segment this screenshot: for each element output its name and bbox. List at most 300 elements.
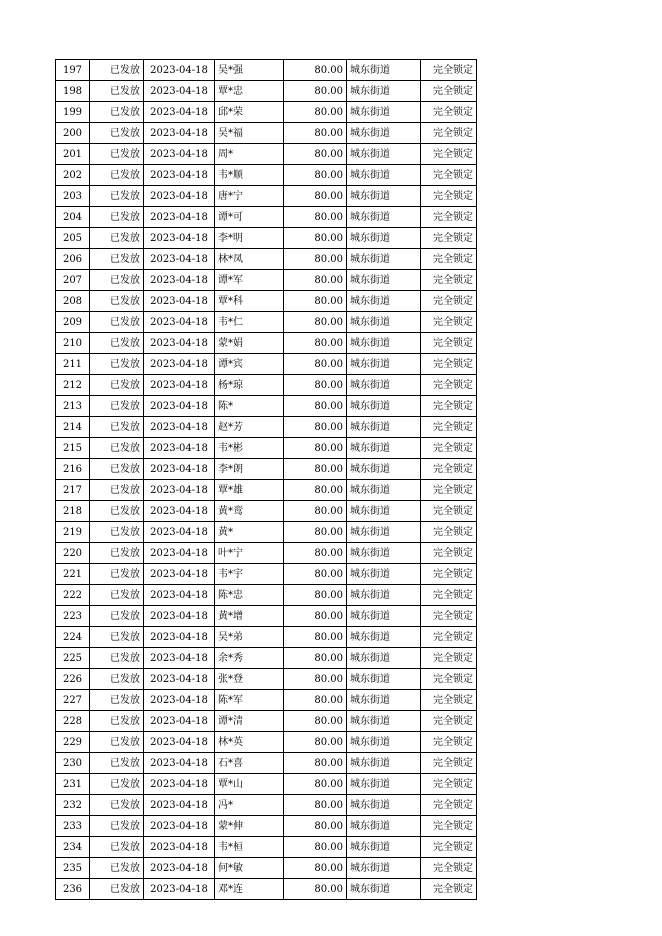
name-cell: 韦*彬 [215,438,284,459]
lock-status-cell: 完全锁定 [421,585,477,606]
status-cell: 已发放 [90,102,144,123]
table-row [56,816,477,837]
lock-status-cell: 完全锁定 [421,501,477,522]
amount-cell: 80.00 [284,102,347,123]
street-cell: 城东街道 [347,585,421,606]
table-row [56,753,477,774]
lock-status-cell: 完全锁定 [421,438,477,459]
lock-status-cell: 完全锁定 [421,564,477,585]
amount-cell: 80.00 [284,501,347,522]
lock-status-cell: 完全锁定 [421,123,477,144]
row-number-cell: 199 [56,102,90,123]
date-cell: 2023-04-18 [144,60,215,81]
status-cell: 已发放 [90,165,144,186]
street-cell: 城东街道 [347,480,421,501]
amount-cell: 80.00 [284,144,347,165]
amount-cell: 80.00 [284,417,347,438]
table-row [56,480,477,501]
name-cell: 谭*宾 [215,354,284,375]
amount-cell: 80.00 [284,543,347,564]
status-cell: 已发放 [90,144,144,165]
amount-cell: 80.00 [284,732,347,753]
row-number-cell: 235 [56,858,90,879]
status-cell: 已发放 [90,417,144,438]
table-row [56,879,477,900]
status-cell: 已发放 [90,732,144,753]
amount-cell: 80.00 [284,228,347,249]
table-row [56,438,477,459]
status-cell: 已发放 [90,837,144,858]
lock-status-cell: 完全锁定 [421,732,477,753]
name-cell: 石*喜 [215,753,284,774]
status-cell: 已发放 [90,627,144,648]
name-cell: 杨*琼 [215,375,284,396]
date-cell: 2023-04-18 [144,396,215,417]
table-row [56,396,477,417]
table-row [56,81,477,102]
lock-status-cell: 完全锁定 [421,774,477,795]
table-row [56,543,477,564]
date-cell: 2023-04-18 [144,648,215,669]
status-cell: 已发放 [90,753,144,774]
lock-status-cell: 完全锁定 [421,81,477,102]
row-number-cell: 215 [56,438,90,459]
street-cell: 城东街道 [347,333,421,354]
lock-status-cell: 完全锁定 [421,102,477,123]
amount-cell: 80.00 [284,60,347,81]
row-number-cell: 224 [56,627,90,648]
row-number-cell: 230 [56,753,90,774]
amount-cell: 80.00 [284,207,347,228]
street-cell: 城东街道 [347,711,421,732]
amount-cell: 80.00 [284,81,347,102]
name-cell: 林*凤 [215,249,284,270]
amount-cell: 80.00 [284,606,347,627]
table-row [56,375,477,396]
table-row [56,711,477,732]
name-cell: 谭*可 [215,207,284,228]
row-number-cell: 223 [56,606,90,627]
name-cell: 黄*增 [215,606,284,627]
amount-cell: 80.00 [284,627,347,648]
row-number-cell: 201 [56,144,90,165]
lock-status-cell: 完全锁定 [421,543,477,564]
table-row [56,312,477,333]
date-cell: 2023-04-18 [144,774,215,795]
table-row [56,732,477,753]
status-cell: 已发放 [90,333,144,354]
date-cell: 2023-04-18 [144,270,215,291]
amount-cell: 80.00 [284,312,347,333]
status-cell: 已发放 [90,522,144,543]
date-cell: 2023-04-18 [144,102,215,123]
status-cell: 已发放 [90,291,144,312]
date-cell: 2023-04-18 [144,795,215,816]
name-cell: 陈* [215,396,284,417]
name-cell: 吴*弟 [215,627,284,648]
row-number-cell: 211 [56,354,90,375]
row-number-cell: 233 [56,816,90,837]
date-cell: 2023-04-18 [144,585,215,606]
row-number-cell: 212 [56,375,90,396]
status-cell: 已发放 [90,81,144,102]
row-number-cell: 225 [56,648,90,669]
street-cell: 城东街道 [347,354,421,375]
name-cell: 覃*山 [215,774,284,795]
name-cell: 吴*强 [215,60,284,81]
name-cell: 唐*宁 [215,186,284,207]
status-cell: 已发放 [90,354,144,375]
date-cell: 2023-04-18 [144,879,215,900]
lock-status-cell: 完全锁定 [421,375,477,396]
table-row [56,249,477,270]
amount-cell: 80.00 [284,564,347,585]
date-cell: 2023-04-18 [144,837,215,858]
date-cell: 2023-04-18 [144,522,215,543]
row-number-cell: 234 [56,837,90,858]
status-cell: 已发放 [90,585,144,606]
street-cell: 城东街道 [347,228,421,249]
street-cell: 城东街道 [347,879,421,900]
row-number-cell: 214 [56,417,90,438]
lock-status-cell: 完全锁定 [421,354,477,375]
amount-cell: 80.00 [284,879,347,900]
street-cell: 城东街道 [347,459,421,480]
lock-status-cell: 完全锁定 [421,669,477,690]
status-cell: 已发放 [90,564,144,585]
date-cell: 2023-04-18 [144,333,215,354]
lock-status-cell: 完全锁定 [421,816,477,837]
street-cell: 城东街道 [347,270,421,291]
date-cell: 2023-04-18 [144,858,215,879]
date-cell: 2023-04-18 [144,606,215,627]
row-number-cell: 208 [56,291,90,312]
status-cell: 已发放 [90,270,144,291]
street-cell: 城东街道 [347,858,421,879]
row-number-cell: 219 [56,522,90,543]
lock-status-cell: 完全锁定 [421,459,477,480]
lock-status-cell: 完全锁定 [421,228,477,249]
table-row [56,123,477,144]
row-number-cell: 226 [56,669,90,690]
name-cell: 谭*军 [215,270,284,291]
date-cell: 2023-04-18 [144,228,215,249]
row-number-cell: 218 [56,501,90,522]
street-cell: 城东街道 [347,249,421,270]
street-cell: 城东街道 [347,186,421,207]
row-number-cell: 216 [56,459,90,480]
name-cell: 张*登 [215,669,284,690]
date-cell: 2023-04-18 [144,564,215,585]
table-row [56,207,477,228]
status-cell: 已发放 [90,879,144,900]
amount-cell: 80.00 [284,270,347,291]
street-cell: 城东街道 [347,60,421,81]
lock-status-cell: 完全锁定 [421,144,477,165]
date-cell: 2023-04-18 [144,753,215,774]
name-cell: 冯* [215,795,284,816]
lock-status-cell: 完全锁定 [421,207,477,228]
name-cell: 黄*鸾 [215,501,284,522]
lock-status-cell: 完全锁定 [421,291,477,312]
amount-cell: 80.00 [284,585,347,606]
name-cell: 李*明 [215,228,284,249]
status-cell: 已发放 [90,648,144,669]
table-row [56,522,477,543]
name-cell: 蒙*娟 [215,333,284,354]
name-cell: 周* [215,144,284,165]
street-cell: 城东街道 [347,312,421,333]
street-cell: 城东街道 [347,417,421,438]
date-cell: 2023-04-18 [144,417,215,438]
lock-status-cell: 完全锁定 [421,249,477,270]
date-cell: 2023-04-18 [144,732,215,753]
name-cell: 覃*忠 [215,81,284,102]
date-cell: 2023-04-18 [144,354,215,375]
date-cell: 2023-04-18 [144,207,215,228]
row-number-cell: 202 [56,165,90,186]
row-number-cell: 205 [56,228,90,249]
table-row [56,186,477,207]
street-cell: 城东街道 [347,522,421,543]
name-cell: 韦*桓 [215,837,284,858]
street-cell: 城东街道 [347,81,421,102]
amount-cell: 80.00 [284,669,347,690]
lock-status-cell: 完全锁定 [421,312,477,333]
street-cell: 城东街道 [347,837,421,858]
amount-cell: 80.00 [284,858,347,879]
row-number-cell: 222 [56,585,90,606]
lock-status-cell: 完全锁定 [421,753,477,774]
row-number-cell: 213 [56,396,90,417]
name-cell: 韦*顺 [215,165,284,186]
name-cell: 陈*军 [215,690,284,711]
lock-status-cell: 完全锁定 [421,333,477,354]
row-number-cell: 210 [56,333,90,354]
date-cell: 2023-04-18 [144,375,215,396]
amount-cell: 80.00 [284,795,347,816]
amount-cell: 80.00 [284,459,347,480]
row-number-cell: 209 [56,312,90,333]
table-row [56,795,477,816]
amount-cell: 80.00 [284,249,347,270]
status-cell: 已发放 [90,228,144,249]
date-cell: 2023-04-18 [144,669,215,690]
table-row [56,165,477,186]
amount-cell: 80.00 [284,690,347,711]
status-cell: 已发放 [90,396,144,417]
street-cell: 城东街道 [347,774,421,795]
table-row [56,228,477,249]
street-cell: 城东街道 [347,564,421,585]
lock-status-cell: 完全锁定 [421,165,477,186]
status-cell: 已发放 [90,669,144,690]
street-cell: 城东街道 [347,669,421,690]
date-cell: 2023-04-18 [144,249,215,270]
row-number-cell: 231 [56,774,90,795]
lock-status-cell: 完全锁定 [421,417,477,438]
date-cell: 2023-04-18 [144,81,215,102]
name-cell: 韦*仁 [215,312,284,333]
date-cell: 2023-04-18 [144,312,215,333]
name-cell: 蒙*伸 [215,816,284,837]
amount-cell: 80.00 [284,123,347,144]
street-cell: 城东街道 [347,690,421,711]
table-row [56,837,477,858]
row-number-cell: 203 [56,186,90,207]
row-number-cell: 220 [56,543,90,564]
table-row [56,417,477,438]
lock-status-cell: 完全锁定 [421,690,477,711]
street-cell: 城东街道 [347,627,421,648]
amount-cell: 80.00 [284,186,347,207]
amount-cell: 80.00 [284,354,347,375]
amount-cell: 80.00 [284,816,347,837]
date-cell: 2023-04-18 [144,165,215,186]
table-row [56,102,477,123]
date-cell: 2023-04-18 [144,543,215,564]
name-cell: 邓*连 [215,879,284,900]
table-body [56,60,477,900]
name-cell: 李*朗 [215,459,284,480]
street-cell: 城东街道 [347,648,421,669]
date-cell: 2023-04-18 [144,816,215,837]
row-number-cell: 198 [56,81,90,102]
name-cell: 黄* [215,522,284,543]
amount-cell: 80.00 [284,291,347,312]
date-cell: 2023-04-18 [144,186,215,207]
lock-status-cell: 完全锁定 [421,879,477,900]
date-cell: 2023-04-18 [144,690,215,711]
lock-status-cell: 完全锁定 [421,711,477,732]
name-cell: 谭*清 [215,711,284,732]
table-row [56,627,477,648]
name-cell: 邱*荣 [215,102,284,123]
status-cell: 已发放 [90,816,144,837]
data-table [55,59,477,900]
street-cell: 城东街道 [347,144,421,165]
table-row [56,144,477,165]
status-cell: 已发放 [90,186,144,207]
amount-cell: 80.00 [284,438,347,459]
lock-status-cell: 完全锁定 [421,648,477,669]
name-cell: 赵*芳 [215,417,284,438]
name-cell: 陈*忠 [215,585,284,606]
amount-cell: 80.00 [284,837,347,858]
table-row [56,354,477,375]
street-cell: 城东街道 [347,543,421,564]
lock-status-cell: 完全锁定 [421,606,477,627]
street-cell: 城东街道 [347,606,421,627]
name-cell: 韦*宇 [215,564,284,585]
amount-cell: 80.00 [284,396,347,417]
amount-cell: 80.00 [284,333,347,354]
street-cell: 城东街道 [347,102,421,123]
name-cell: 覃*科 [215,291,284,312]
street-cell: 城东街道 [347,753,421,774]
row-number-cell: 204 [56,207,90,228]
table-row [56,690,477,711]
table-row [56,648,477,669]
row-number-cell: 232 [56,795,90,816]
row-number-cell: 228 [56,711,90,732]
date-cell: 2023-04-18 [144,627,215,648]
date-cell: 2023-04-18 [144,123,215,144]
lock-status-cell: 完全锁定 [421,270,477,291]
table-row [56,501,477,522]
status-cell: 已发放 [90,858,144,879]
table-row [56,669,477,690]
street-cell: 城东街道 [347,795,421,816]
table-row [56,333,477,354]
row-number-cell: 236 [56,879,90,900]
table-row [56,564,477,585]
status-cell: 已发放 [90,249,144,270]
amount-cell: 80.00 [284,753,347,774]
amount-cell: 80.00 [284,711,347,732]
street-cell: 城东街道 [347,207,421,228]
table-row [56,606,477,627]
street-cell: 城东街道 [347,123,421,144]
row-number-cell: 229 [56,732,90,753]
table-row [56,459,477,480]
status-cell: 已发放 [90,501,144,522]
table-row [56,60,477,81]
lock-status-cell: 完全锁定 [421,522,477,543]
amount-cell: 80.00 [284,774,347,795]
street-cell: 城东街道 [347,375,421,396]
amount-cell: 80.00 [284,165,347,186]
status-cell: 已发放 [90,795,144,816]
lock-status-cell: 完全锁定 [421,858,477,879]
amount-cell: 80.00 [284,522,347,543]
table-row [56,291,477,312]
date-cell: 2023-04-18 [144,291,215,312]
table-row [56,858,477,879]
date-cell: 2023-04-18 [144,144,215,165]
table-row [56,774,477,795]
status-cell: 已发放 [90,543,144,564]
name-cell: 吴*福 [215,123,284,144]
amount-cell: 80.00 [284,480,347,501]
row-number-cell: 206 [56,249,90,270]
table-row [56,270,477,291]
row-number-cell: 200 [56,123,90,144]
status-cell: 已发放 [90,312,144,333]
status-cell: 已发放 [90,711,144,732]
status-cell: 已发放 [90,60,144,81]
date-cell: 2023-04-18 [144,459,215,480]
row-number-cell: 227 [56,690,90,711]
street-cell: 城东街道 [347,396,421,417]
row-number-cell: 207 [56,270,90,291]
status-cell: 已发放 [90,480,144,501]
date-cell: 2023-04-18 [144,501,215,522]
lock-status-cell: 完全锁定 [421,795,477,816]
row-number-cell: 217 [56,480,90,501]
street-cell: 城东街道 [347,165,421,186]
name-cell: 覃*雄 [215,480,284,501]
street-cell: 城东街道 [347,291,421,312]
table-row [56,585,477,606]
street-cell: 城东街道 [347,732,421,753]
name-cell: 余*秀 [215,648,284,669]
street-cell: 城东街道 [347,501,421,522]
status-cell: 已发放 [90,606,144,627]
status-cell: 已发放 [90,375,144,396]
street-cell: 城东街道 [347,816,421,837]
name-cell: 叶*宁 [215,543,284,564]
